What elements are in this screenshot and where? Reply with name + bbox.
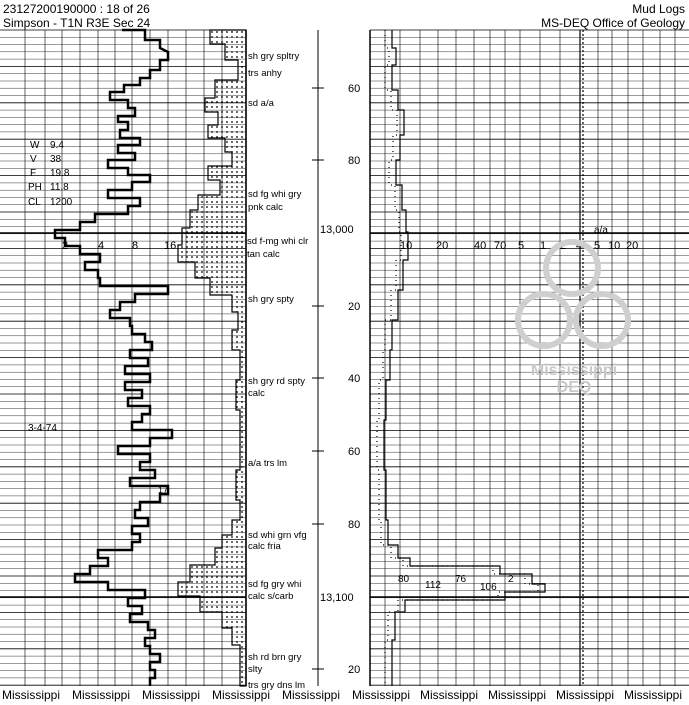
mud-label-f: F bbox=[30, 168, 37, 179]
footer-tag-8: Mississippi bbox=[488, 688, 547, 702]
drill-scale-4: 4 bbox=[98, 240, 105, 252]
depth-label-60b: 60 bbox=[348, 446, 361, 458]
gas-scale-4: 4 bbox=[576, 240, 583, 252]
lith-note-4: sd fg whi gry bbox=[248, 189, 302, 200]
mud-value-f: 19.8 bbox=[50, 168, 70, 179]
gas-value-76: 76 bbox=[455, 574, 467, 585]
mud-value-cl: 1200 bbox=[50, 197, 73, 208]
mud-value-v: 38 bbox=[50, 154, 62, 165]
mud-label-w: W bbox=[30, 140, 40, 151]
lith-note-15: calc s/carb bbox=[248, 591, 294, 602]
lith-note-12: sd whi grn vfg bbox=[248, 530, 307, 541]
lith-note-5: pnk calc bbox=[248, 202, 283, 213]
gas-scale-40: 40 bbox=[474, 240, 487, 252]
gas-value-2: 2 bbox=[508, 574, 514, 585]
watermark-text bbox=[513, 237, 635, 396]
footer-tag-4: Mississippi bbox=[212, 688, 271, 702]
depth-label-80b: 80 bbox=[348, 519, 361, 531]
depth-label-20b: 20 bbox=[348, 664, 361, 676]
footer-tag-3: Mississippi bbox=[142, 688, 201, 702]
location-line: Simpson - T1N R3E Sec 24 bbox=[3, 16, 151, 30]
drill-scale-16: 16 bbox=[164, 240, 177, 252]
marker-17: 17 bbox=[158, 485, 169, 495]
mud-value-ph: 11.8 bbox=[50, 182, 69, 193]
watermark-line2: DEQ bbox=[556, 379, 592, 396]
lith-note-16: sh rd brn gry bbox=[248, 652, 302, 663]
mud-label-v: V bbox=[30, 154, 37, 165]
depth-label-40a: 40 bbox=[348, 373, 361, 385]
mud-label-cl: CL bbox=[28, 197, 41, 208]
gas-scale-2: 2 bbox=[560, 240, 567, 252]
watermark-line1: Mississippi bbox=[530, 362, 618, 379]
mud-value-w: 9.4 bbox=[50, 140, 64, 151]
depth-label-60a: 60 bbox=[348, 83, 361, 95]
gas-scale-10b: 10 bbox=[608, 240, 621, 252]
well-id-line: 23127200190000 : 18 of 26 bbox=[3, 2, 150, 16]
lith-note-7: tan calc bbox=[247, 249, 280, 260]
drill-scale-8: 8 bbox=[132, 240, 139, 252]
lith-note-3: sd a/a bbox=[248, 98, 274, 109]
lith-note-2: trs anhy bbox=[248, 68, 282, 79]
gas-scale-20: 20 bbox=[436, 240, 449, 252]
footer-tag-10: Mississippi bbox=[624, 688, 683, 702]
mud-label-ph: PH bbox=[28, 182, 42, 193]
lith-note-10: calc bbox=[248, 388, 265, 399]
footer-tag-2: Mississippi bbox=[72, 688, 131, 702]
gas-scale-10: 10 bbox=[400, 240, 413, 252]
lith-note-11: a/a trs lm bbox=[248, 458, 288, 469]
depth-label-20a: 20 bbox=[348, 301, 361, 313]
gas-scale-note: a/a bbox=[594, 225, 608, 236]
gas-value-112: 112 bbox=[425, 580, 441, 591]
depth-label-13100: 13,100 bbox=[320, 592, 354, 604]
gas-value-80: 80 bbox=[398, 574, 410, 585]
depth-label-80a: 80 bbox=[348, 155, 361, 167]
lith-note-17: slty bbox=[248, 664, 263, 675]
footer-tag-1: Mississippi bbox=[2, 688, 61, 702]
lith-note-13: calc fria bbox=[248, 541, 281, 552]
lith-note-14: sd fg gry whi bbox=[248, 579, 302, 590]
lith-note-9: sh gry rd spty bbox=[248, 376, 306, 387]
gas-value-106: 106 bbox=[480, 582, 497, 593]
gas-scale-1: 1 bbox=[540, 240, 547, 252]
lith-note-6: sd f-mg whi clr bbox=[247, 236, 309, 247]
lith-note-18: trs gry dns lm bbox=[248, 680, 306, 691]
gas-scale-70: 70 bbox=[494, 240, 507, 252]
depth-label-13000: 13,000 bbox=[320, 224, 354, 236]
gas-scale-5: 5 bbox=[518, 240, 525, 252]
footer-tag-6: Mississippi bbox=[352, 688, 411, 702]
date-note: 3-4-74 bbox=[28, 423, 57, 434]
lith-note-8: sh gry spty bbox=[248, 294, 294, 305]
gas-scale-5b: 5 bbox=[594, 240, 601, 252]
footer-tag-7: Mississippi bbox=[420, 688, 479, 702]
lith-note-1: sh gry spltry bbox=[248, 51, 300, 62]
footer-tag-9: Mississippi bbox=[556, 688, 615, 702]
footer-tag-5: Mississippi bbox=[282, 688, 341, 702]
drill-scale-2: 2 bbox=[62, 240, 69, 252]
doc-type: Mud Logs bbox=[632, 2, 685, 16]
agency: MS-DEQ Office of Geology bbox=[541, 16, 685, 30]
gas-scale-20b: 20 bbox=[626, 240, 639, 252]
